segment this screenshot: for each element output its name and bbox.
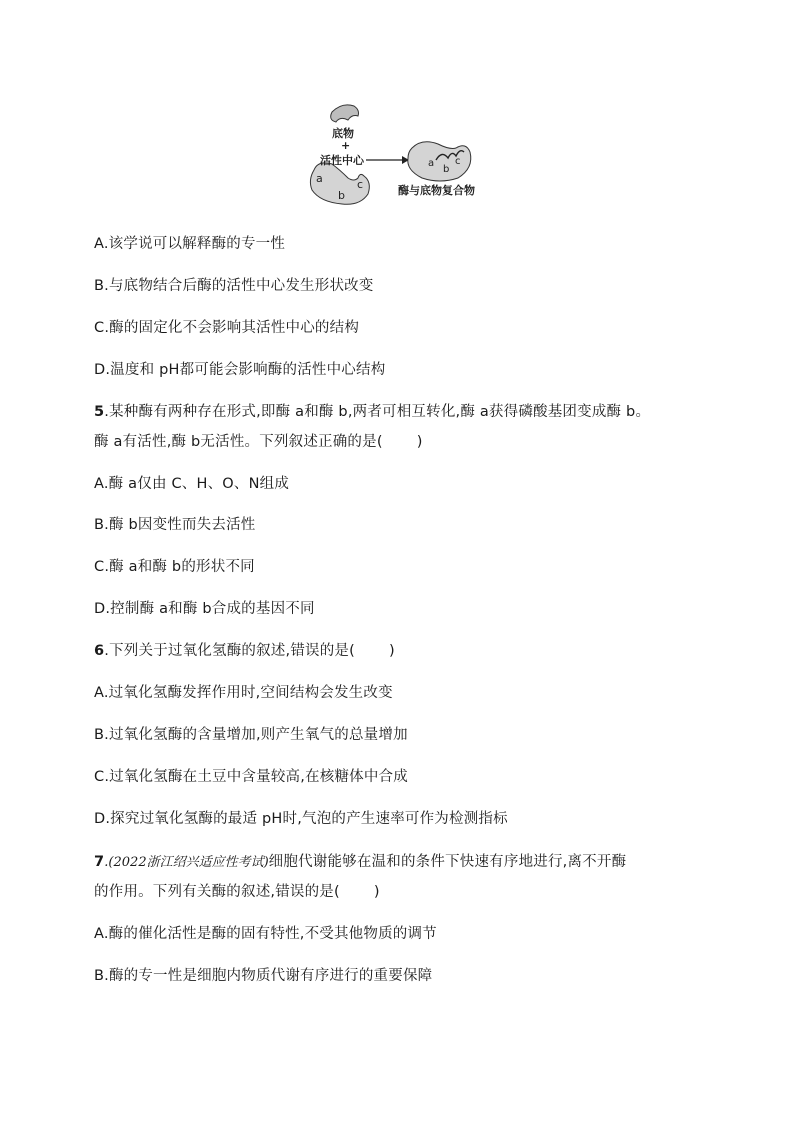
q6-paren-close: ) [388, 643, 395, 659]
q7-stem-line2 [94, 882, 380, 902]
site-c-label: c [357, 178, 364, 191]
substrate-label: 底物 [332, 127, 354, 140]
q7-stem-line1 [94, 852, 626, 873]
q5-stem-line2 [94, 432, 423, 452]
induced-fit-figure [298, 98, 498, 210]
q6-option-b: B.过氧化氢酶的含量增加,则产生氧气的总量增加 [94, 727, 408, 743]
q5-option-a: A.酶 a仅由 C、H、O、N组成 [94, 476, 290, 492]
q7-option-a: A.酶的催化活性是酶的固有特性,不受其他物质的调节 [94, 926, 437, 942]
q7-paren-close: ) [373, 884, 380, 900]
q5-option-b: B.酶 b因变性而失去活性 [94, 517, 256, 533]
q7-source: .(2022浙江绍兴适应性考试) [104, 855, 269, 870]
q6-option-a: A.过氧化氢酶发挥作用时,空间结构会发生改变 [94, 685, 393, 701]
substrate-shape [331, 105, 359, 122]
q7-option-b: B.酶的专一性是细胞内物质代谢有序进行的重要保障 [94, 968, 433, 984]
q5-number: 5 [94, 404, 105, 420]
q6-number: 6 [94, 643, 105, 659]
q5-option-d: D.控制酶 a和酶 b合成的基因不同 [94, 601, 315, 617]
complex-label: 酶与底物复合物 [398, 184, 475, 197]
q4-option-b: B.与底物结合后酶的活性中心发生形状改变 [94, 278, 374, 294]
q6-option-d: D.探究过氧化氢酶的最适 pH时,气泡的产生速率可作为检测指标 [94, 811, 508, 827]
q7-stem-text2: 的作用。下列有关酶的叙述,错误的是( [94, 884, 340, 900]
q5-stem-line1 [94, 402, 650, 422]
site-a-label: a [316, 172, 323, 185]
q4-option-c: C.酶的固定化不会影响其活性中心的结构 [94, 320, 360, 336]
complex-site-c-label: c [455, 156, 461, 167]
active-site-label: 活性中心 [320, 154, 364, 167]
q5-stem-text1: .某种酶有两种存在形式,即酶 a和酶 b,两者可相互转化,酶 a获得磷酸基团变成酶 b。 [104, 404, 651, 420]
q5-stem-text2: 酶 a有活性,酶 b无活性。下列叙述正确的是( [94, 434, 383, 450]
q4-option-a: A.该学说可以解释酶的专一性 [94, 236, 286, 252]
q7-stem-text1: 细胞代谢能够在温和的条件下快速有序地进行,离不开酶 [268, 854, 627, 870]
complex-shape [408, 142, 471, 181]
complex-site-a-label: a [428, 158, 435, 169]
q5-paren-close: ) [416, 434, 423, 450]
site-b-label: b [338, 189, 345, 202]
q4-option-d: D.温度和 pH都可能会影响酶的活性中心结构 [94, 362, 386, 378]
q6-stem [94, 641, 395, 661]
q7-number: 7 [94, 854, 105, 870]
q6-stem-text: .下列关于过氧化氢酶的叙述,错误的是( [104, 643, 355, 659]
plus-sign: + [341, 139, 351, 152]
complex-site-b-label: b [443, 164, 450, 175]
q6-option-c: C.过氧化氢酶在土豆中含量较高,在核糖体中合成 [94, 769, 408, 785]
q5-option-c: C.酶 a和酶 b的形状不同 [94, 559, 255, 575]
